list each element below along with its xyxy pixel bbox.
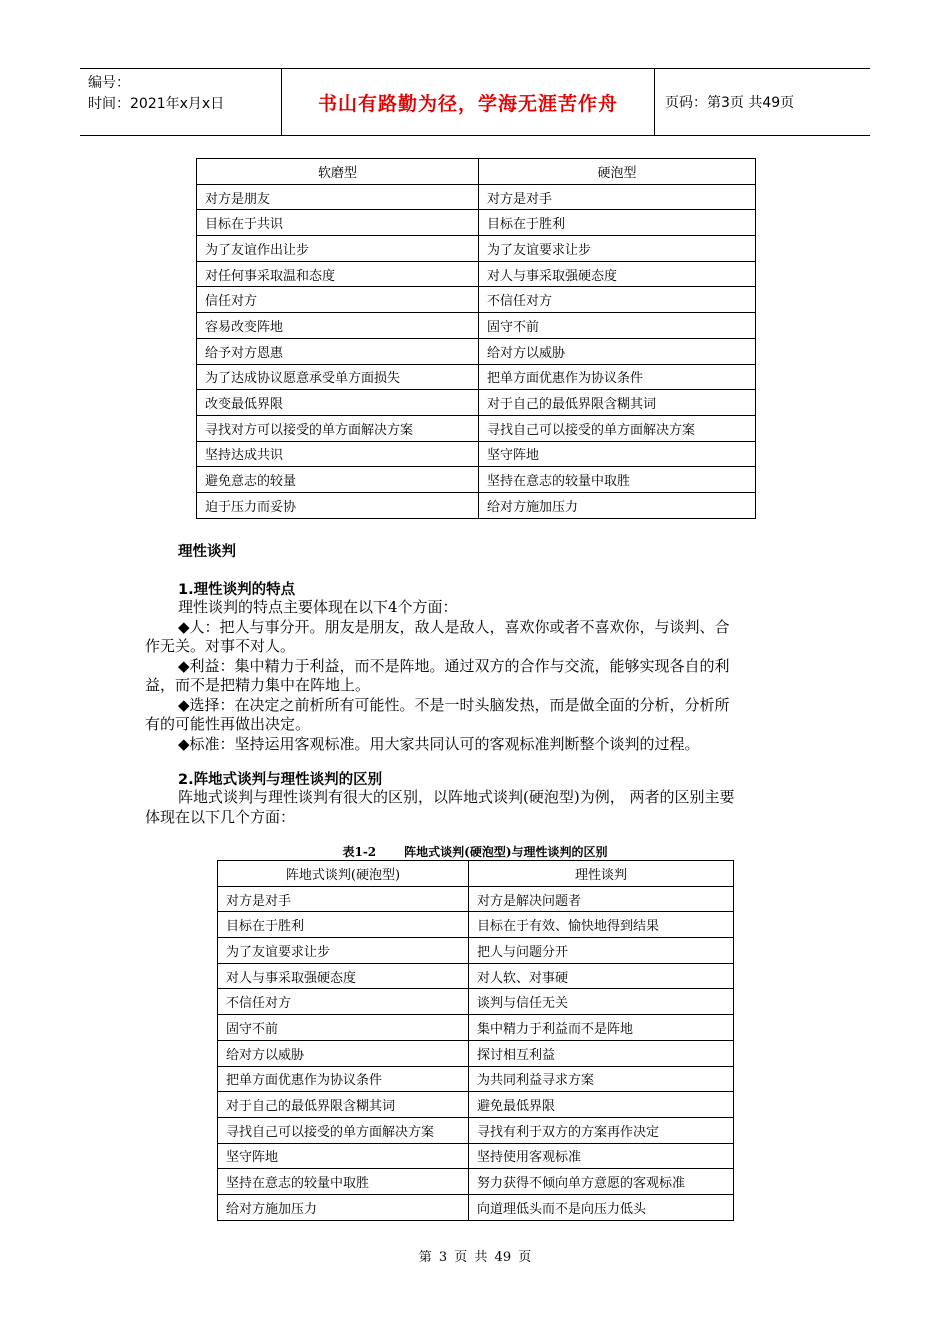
table-cell: 寻找对方可以接受的单方面解决方案: [197, 415, 479, 441]
table-row: [197, 441, 756, 467]
table-cell: 对任何事采取温和态度: [197, 261, 479, 287]
table-cell: 对于自己的最低界限含糊其词: [479, 390, 756, 416]
table-cell: 为了友谊要求让步: [218, 938, 469, 964]
table-row: [218, 912, 734, 938]
table-cell: 对人软、对事硬: [469, 963, 734, 989]
table-cell: 对人与事采取强硬态度: [218, 963, 469, 989]
table-cell: 坚守阵地: [218, 1143, 469, 1169]
table-row: [218, 1040, 734, 1066]
column-header: 阵地式谈判(硬泡型): [218, 861, 469, 887]
table-header-row: [218, 861, 734, 887]
paragraph: 理性谈判的特点主要体现在以下4个方面：: [178, 598, 458, 616]
table-cell: 谈判与信任无关: [469, 989, 734, 1015]
table-cell: 对方是对手: [479, 184, 756, 210]
table-cell: 寻找有利于双方的方案再作决定: [469, 1117, 734, 1143]
table-row: [218, 989, 734, 1015]
column-header: 软磨型: [197, 159, 479, 185]
table-cell: 给对方以威胁: [218, 1040, 469, 1066]
caption-number: 表1-2: [342, 845, 377, 859]
table-cell: 探讨相互利益: [469, 1040, 734, 1066]
table-cell: 改变最低界限: [197, 390, 479, 416]
paragraph: 作无关。对事不对人。: [145, 637, 296, 655]
number-label: 编号：: [88, 75, 130, 91]
table-cell: 坚持在意志的较量中取胜: [218, 1169, 469, 1195]
table-cell: 不信任对方: [218, 989, 469, 1015]
table-row: [197, 313, 756, 339]
table-cell: 集中精力于利益而不是阵地: [469, 1015, 734, 1041]
paragraph: 益，而不是把精力集中在阵地上。: [145, 676, 371, 694]
table-row: [218, 1169, 734, 1195]
table-cell: 向道理低头而不是向压力低头: [469, 1194, 734, 1220]
paragraph: ◆选择：在决定之前析所有可能性。不是一时头脑发热，而是做全面的分析，分析所: [178, 695, 730, 714]
table-cell: 坚持在意志的较量中取胜: [479, 467, 756, 493]
paragraph: ◆利益：集中精力于利益，而不是阵地。通过双方的合作与交流，能够实现各自的利: [178, 656, 730, 675]
table-row: [218, 1143, 734, 1169]
positional-vs-rational-table: [217, 860, 734, 1221]
table-cell: 为了达成协议愿意承受单方面损失: [197, 364, 479, 390]
table-cell: 努力获得不倾向单方意愿的客观标准: [469, 1169, 734, 1195]
paragraph: 体现在以下几个方面：: [145, 807, 296, 826]
table-row: [197, 287, 756, 313]
subsection-title-1: 1.理性谈判的特点: [178, 582, 296, 598]
table-cell: 不信任对方: [479, 287, 756, 313]
table-cell: 为了友谊作出让步: [197, 236, 479, 262]
column-header: 硬泡型: [479, 159, 756, 185]
table-row: [218, 1194, 734, 1220]
table-cell: 目标在于有效、愉快地得到结果: [469, 912, 734, 938]
table-row: [218, 886, 734, 912]
table-cell: 给对方施加压力: [218, 1194, 469, 1220]
table-row: [197, 415, 756, 441]
time-label: 时间：2021年x月x日: [88, 96, 225, 112]
table-cell: 固守不前: [479, 313, 756, 339]
table-row: [197, 210, 756, 236]
table-cell: 容易改变阵地: [197, 313, 479, 339]
table-row: [197, 338, 756, 364]
header-page-label: 页码：第3页 共49页: [665, 95, 795, 111]
table-cell: 寻找自己可以接受的单方面解决方案: [218, 1117, 469, 1143]
paragraph: ◆人：把人与事分开。朋友是朋友，敌人是敌人，喜欢你或者不喜欢你，与谈判、合: [178, 617, 730, 636]
table-cell: 坚持使用客观标准: [469, 1143, 734, 1169]
soft-hard-comparison-table: [196, 158, 756, 519]
table-cell: 对人与事采取强硬态度: [479, 261, 756, 287]
table-cell: 目标在于胜利: [218, 912, 469, 938]
table-cell: 固守不前: [218, 1015, 469, 1041]
table-cell: 避免意志的较量: [197, 467, 479, 493]
table-row: [197, 467, 756, 493]
paragraph: 有的可能性再做出决定。: [145, 715, 311, 733]
caption-title: 阵地式谈判(硬泡型)与理性谈判的区别: [404, 845, 608, 859]
table-cell: 对方是解决问题者: [469, 886, 734, 912]
table-cell: 给对方施加压力: [479, 492, 756, 518]
table-cell: 把单方面优惠作为协议条件: [479, 364, 756, 390]
paragraph: ◆标准：坚持运用客观标准。用大家共同认可的客观标准判断整个谈判的过程。: [178, 734, 700, 753]
table-cell: 为共同利益寻求方案: [469, 1066, 734, 1092]
table-row: [197, 492, 756, 518]
column-header: 理性谈判: [469, 861, 734, 887]
header-meta: [80, 69, 282, 135]
table-cell: 对于自己的最低界限含糊其词: [218, 1092, 469, 1118]
table-row: [197, 364, 756, 390]
page-header: [80, 68, 870, 136]
table-row: [197, 184, 756, 210]
table-cell: 坚守阵地: [479, 441, 756, 467]
table-cell: 对方是对手: [218, 886, 469, 912]
table-cell: 把人与问题分开: [469, 938, 734, 964]
table-cell: 把单方面优惠作为协议条件: [218, 1066, 469, 1092]
table-row: [197, 390, 756, 416]
table-row: [218, 1092, 734, 1118]
subsection-title-2: 2.阵地式谈判与理性谈判的区别: [178, 772, 383, 788]
table-row: [218, 963, 734, 989]
table-cell: 对方是朋友: [197, 184, 479, 210]
subsection-1-body: [145, 598, 810, 754]
table-cell: 给对方以威胁: [479, 338, 756, 364]
table-cell: 目标在于胜利: [479, 210, 756, 236]
table-cell: 目标在于共识: [197, 210, 479, 236]
paragraph: 阵地式谈判与理性谈判有很大的区别，以阵地式谈判(硬泡型)为例， 两者的区别主要: [178, 788, 735, 806]
table-row: [218, 938, 734, 964]
table-cell: 寻找自己可以接受的单方面解决方案: [479, 415, 756, 441]
table-row: [197, 261, 756, 287]
table-row: [218, 1117, 734, 1143]
table-cell: 信任对方: [197, 287, 479, 313]
table-row: [197, 236, 756, 262]
table-cell: 坚持达成共识: [197, 441, 479, 467]
header-motto: 书山有路勤为径，学海无涯苦作舟: [282, 69, 655, 135]
table-cell: 迫于压力而妥协: [197, 492, 479, 518]
section-title: 理性谈判: [178, 544, 236, 560]
table-caption: [217, 843, 733, 860]
table-cell: 为了友谊要求让步: [479, 236, 756, 262]
table-row: [218, 1066, 734, 1092]
subsection-2-body: [145, 788, 810, 827]
page-footer: 第 3 页 共 49 页: [418, 1250, 532, 1265]
table-cell: 避免最低界限: [469, 1092, 734, 1118]
table-cell: 给予对方恩惠: [197, 338, 479, 364]
table-header-row: [197, 159, 756, 185]
table-row: [218, 1015, 734, 1041]
